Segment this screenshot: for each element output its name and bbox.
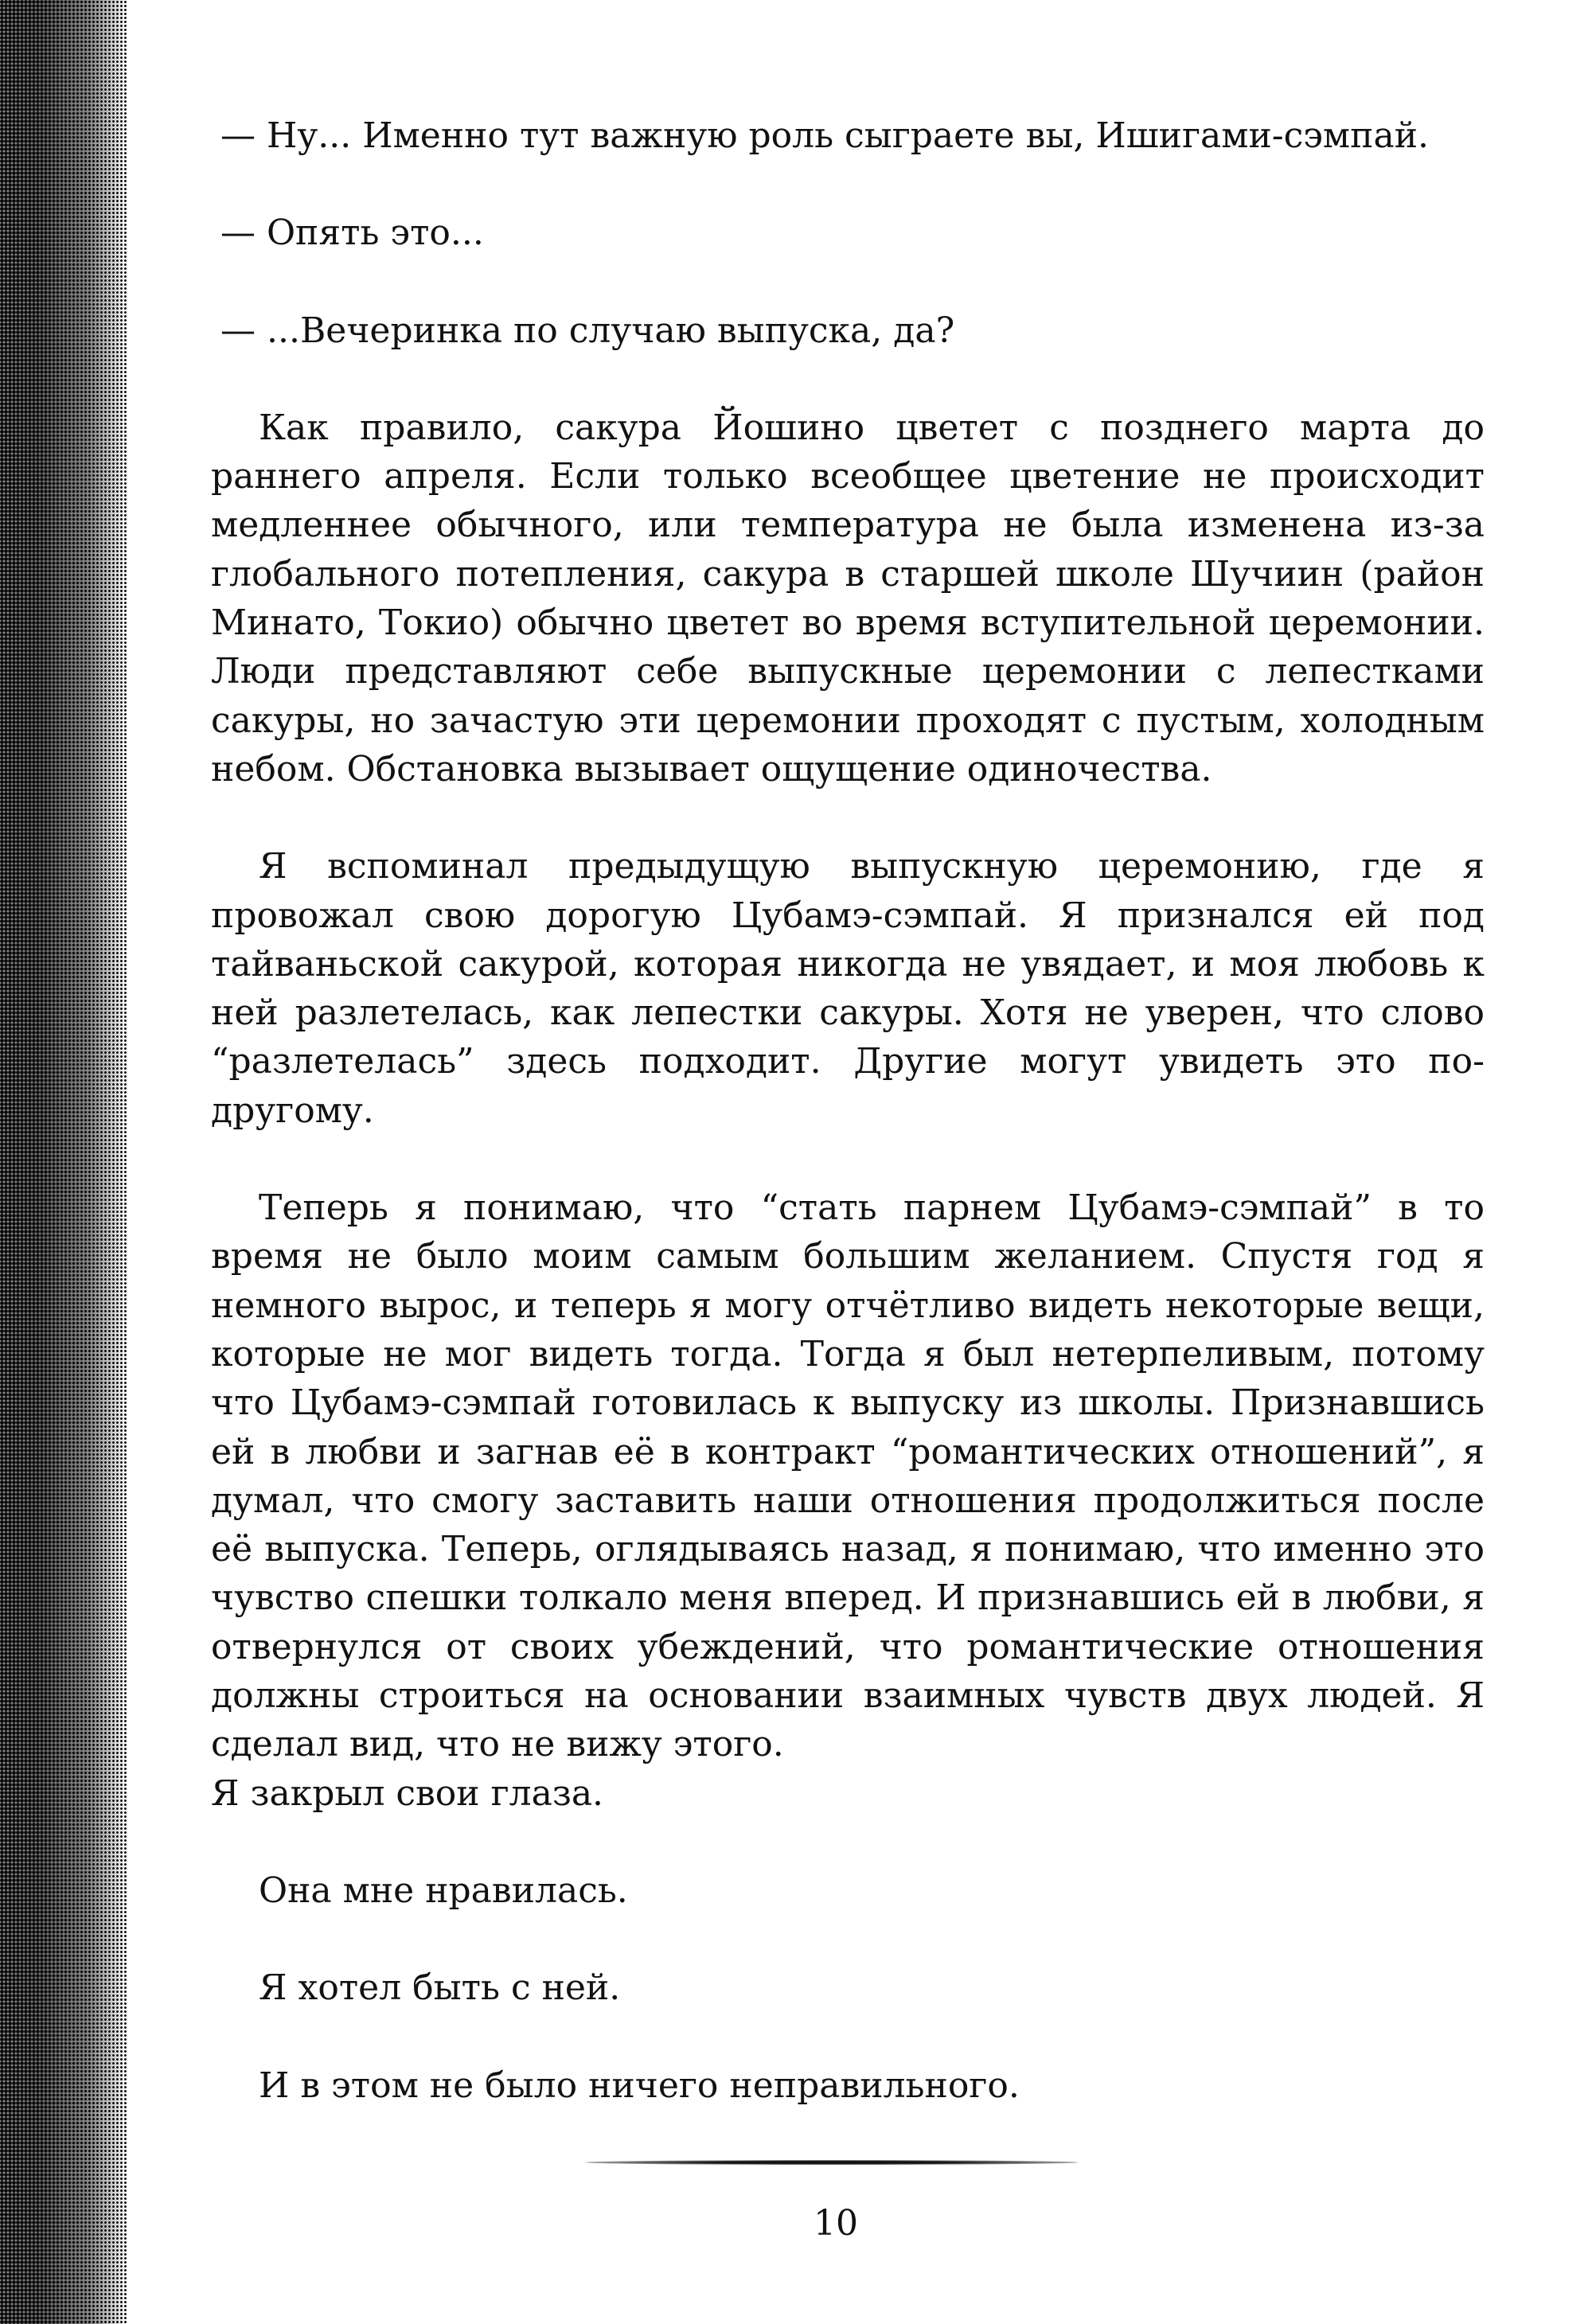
line-wanted-be-with-her: Я хотел быть с ней. bbox=[259, 1967, 621, 2009]
line-liked-her: Она мне нравилась. bbox=[259, 1870, 628, 1911]
paragraph-previous-ceremony: Я вспоминал предыдущую выпускную церемонию, где я провожал свою дорогую Цубамэ-сэмпай. Я признался ей под тайваньской сакурой, которая никогда не увядает, и моя любовь к ней разлетелась, как лепестки сакуры. Хотя не уверен, что слово “разлетелась” здесь подходит. Другие могут увидеть это по-другому. bbox=[211, 846, 1485, 1131]
line-nothing-wrong: И в этом не было ничего неправильного. bbox=[259, 2065, 1020, 2106]
dialogue-line-3: — ...Вечеринка по случаю выпуска, да? bbox=[220, 310, 955, 351]
dialogue-line-1: — Ну... Именно тут важную роль сыграете вы, Ишигами-сэмпай. bbox=[220, 115, 1430, 156]
paragraph-closed-eyes: Я закрыл свои глаза. bbox=[211, 1772, 604, 1814]
page-body bbox=[211, 111, 1485, 2110]
paragraph-sakura: Как правило, сакура Йошино цветет с позднего марта до раннего апреля. Если только всеобщее цветение не происходит медленнее обычного, или температура не была изменена из-за глобального потепления, сакура в старшей школе Шучиин (район Минато, Токио) обычно цветет во время вступительной церемонии. Люди представляют себе выпускные церемонии с лепестками сакуры, но зачастую эти церемонии проходят с пустым, холодным небом. Обстановка вызывает ощущение одиночества. bbox=[211, 407, 1485, 790]
page-number: 10 bbox=[814, 2203, 858, 2244]
halftone-margin-overlay bbox=[0, 0, 127, 2324]
footer-divider bbox=[585, 2160, 1079, 2165]
dialogue-line-2: — Опять это... bbox=[220, 213, 484, 254]
paragraph-reflection: Теперь я понимаю, что “стать парнем Цубамэ-сэмпай” в то время не было моим самым большим желанием. Спустя год я немного вырос, и теперь я могу отчётливо видеть некоторые вещи, которые не мог видеть тогда. Тогда я был нетерпеливым, потому что Цубамэ-сэмпай готовилась к выпуску из школы. Признавшись ей в любви и загнав её в контракт “романтических отношений”, я думал, что смогу заставить наши отношения продолжиться после её выпуска. Теперь, оглядываясь назад, я понимаю, что именно это чувство спешки толкало меня вперед. И признавшись ей в любви, я отвернулся от своих убеждений, что романтические отношения должны строиться на основании взаимных чувств двух людей. Я сделал вид, что не вижу этого. bbox=[211, 1187, 1485, 1765]
